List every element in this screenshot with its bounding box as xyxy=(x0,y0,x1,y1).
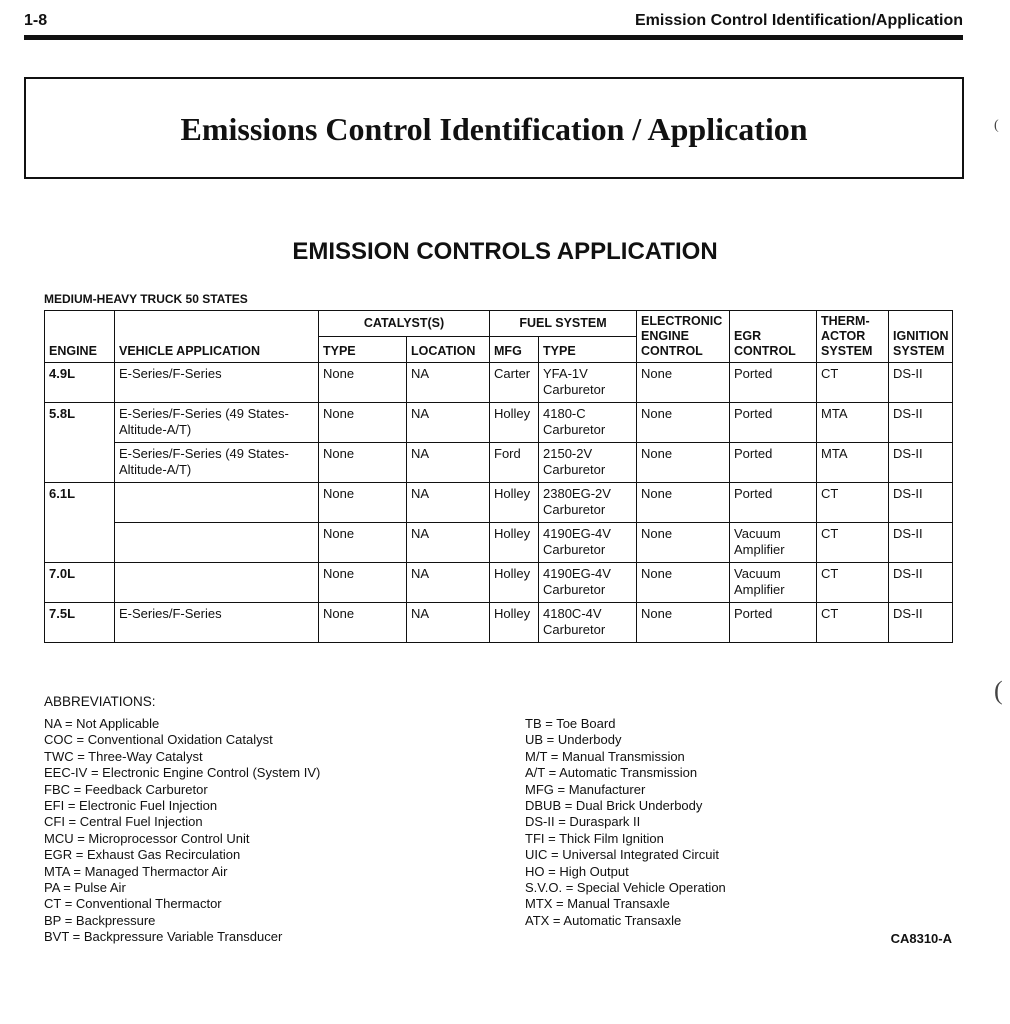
engine-cell xyxy=(45,443,115,483)
abbreviation-item: TWC = Three-Way Catalyst xyxy=(44,748,203,764)
thermactor-cell: CT xyxy=(817,523,889,563)
vehicle-application-cell xyxy=(115,523,319,563)
thermactor-cell: MTA xyxy=(817,403,889,443)
egr-cell: Ported xyxy=(730,403,817,443)
catalyst-type-cell: None xyxy=(319,443,407,483)
abbreviation-item: MFG = Manufacturer xyxy=(525,781,646,797)
figure-code: CA8310-A xyxy=(890,931,952,946)
margin-mark: ( xyxy=(994,676,1003,705)
catalyst-location-cell: NA xyxy=(407,563,490,603)
title-box xyxy=(24,77,964,179)
abbreviation-item: DBUB = Dual Brick Underbody xyxy=(525,798,703,814)
header-catalyst-location: LOCATION xyxy=(407,337,490,363)
egr-cell: Ported xyxy=(730,363,817,403)
abbreviation-item: EGR = Exhaust Gas Recirculation xyxy=(44,847,241,863)
abbreviation-item: CT = Conventional Thermactor xyxy=(44,896,222,912)
vehicle-application-cell xyxy=(115,563,319,603)
thermactor-cell: CT xyxy=(817,483,889,523)
header-thermactor-system: THERM-ACTOR SYSTEM xyxy=(817,311,889,363)
catalyst-location-cell: NA xyxy=(407,523,490,563)
abbreviation-item: PA = Pulse Air xyxy=(44,880,126,896)
abbreviations-right-column xyxy=(525,716,726,929)
abbreviation-item: MTX = Manual Transaxle xyxy=(525,896,670,912)
ignition-cell: DS-II xyxy=(889,603,953,643)
abbreviation-item: A/T = Automatic Transmission xyxy=(525,765,698,781)
page-title: Emissions Control Identification / Application xyxy=(180,111,808,147)
vehicle-application-cell: E-Series/F-Series xyxy=(115,363,319,403)
fuel-type-cell: 4180-C Carburetor xyxy=(539,403,637,443)
vehicle-application-cell: E-Series/F-Series (49 States-Altitude-A/T) xyxy=(115,403,319,443)
abbreviation-item: TFI = Thick Film Ignition xyxy=(525,830,664,846)
table-caption: MEDIUM-HEAVY TRUCK 50 STATES xyxy=(44,292,248,306)
table-row xyxy=(45,363,953,403)
header-vehicle-application: VEHICLE APPLICATION xyxy=(115,311,319,363)
engine-cell: 4.9L xyxy=(45,363,115,403)
engine-cell: 7.0L xyxy=(45,563,115,603)
abbreviation-item: BVT = Backpressure Variable Transducer xyxy=(44,929,283,945)
header-fuel-type: TYPE xyxy=(539,337,637,363)
vehicle-application-cell xyxy=(115,483,319,523)
catalyst-location-cell: NA xyxy=(407,363,490,403)
fuel-type-cell: 4190EG-4V Carburetor xyxy=(539,523,637,563)
abbreviations-heading: ABBREVIATIONS: xyxy=(44,694,156,709)
header-electronic-engine-control: ELECTRONIC ENGINE CONTROL xyxy=(637,311,730,363)
engine-cell xyxy=(45,523,115,563)
engine-cell: 5.8L xyxy=(45,403,115,443)
fuel-type-cell: 4180C-4V Carburetor xyxy=(539,603,637,643)
table-row xyxy=(45,403,953,443)
abbreviation-item: EEC-IV = Electronic Engine Control (System IV) xyxy=(44,765,321,781)
fuel-type-cell: 2380EG-2V Carburetor xyxy=(539,483,637,523)
catalyst-type-cell: None xyxy=(319,563,407,603)
fuel-mfg-cell: Carter xyxy=(490,363,539,403)
header-ignition-system: IGNITION SYSTEM xyxy=(889,311,953,363)
fuel-type-cell: YFA-1V Carburetor xyxy=(539,363,637,403)
catalyst-type-cell: None xyxy=(319,363,407,403)
table-row xyxy=(45,603,953,643)
table-row xyxy=(45,523,953,563)
page-number: 1-8 xyxy=(24,12,48,29)
abbreviation-item: S.V.O. = Special Vehicle Operation xyxy=(525,880,726,896)
egr-cell: Ported xyxy=(730,443,817,483)
ignition-cell: DS-II xyxy=(889,563,953,603)
eec-cell: None xyxy=(637,563,730,603)
egr-cell: Ported xyxy=(730,603,817,643)
header-rule xyxy=(24,35,963,40)
ignition-cell: DS-II xyxy=(889,483,953,523)
ignition-cell: DS-II xyxy=(889,523,953,563)
catalyst-type-cell: None xyxy=(319,483,407,523)
eec-cell: None xyxy=(637,363,730,403)
abbreviation-item: MCU = Microprocessor Control Unit xyxy=(44,830,250,846)
catalyst-location-cell: NA xyxy=(407,443,490,483)
engine-cell: 7.5L xyxy=(45,603,115,643)
catalyst-type-cell: None xyxy=(319,523,407,563)
egr-cell: Vacuum Amplifier xyxy=(730,563,817,603)
fuel-mfg-cell: Holley xyxy=(490,483,539,523)
fuel-mfg-cell: Ford xyxy=(490,443,539,483)
table-row xyxy=(45,443,953,483)
abbreviation-item: MTA = Managed Thermactor Air xyxy=(44,863,228,879)
abbreviation-item: UB = Underbody xyxy=(525,732,622,748)
eec-cell: None xyxy=(637,603,730,643)
abbreviation-item: CFI = Central Fuel Injection xyxy=(44,814,203,830)
ignition-cell: DS-II xyxy=(889,443,953,483)
emission-controls-table xyxy=(44,310,953,643)
header-engine: ENGINE xyxy=(45,311,115,363)
abbreviation-item: COC = Conventional Oxidation Catalyst xyxy=(44,732,273,748)
fuel-mfg-cell: Holley xyxy=(490,403,539,443)
catalyst-type-cell: None xyxy=(319,603,407,643)
vehicle-application-cell: E-Series/F-Series xyxy=(115,603,319,643)
abbreviation-item: TB = Toe Board xyxy=(525,716,616,731)
abbreviations-left-column xyxy=(44,716,320,946)
abbreviation-item: FBC = Feedback Carburetor xyxy=(44,781,208,797)
engine-cell: 6.1L xyxy=(45,483,115,523)
eec-cell: None xyxy=(637,403,730,443)
catalyst-location-cell: NA xyxy=(407,603,490,643)
fuel-mfg-cell: Holley xyxy=(490,563,539,603)
thermactor-cell: CT xyxy=(817,363,889,403)
thermactor-cell: MTA xyxy=(817,443,889,483)
vehicle-application-cell: E-Series/F-Series (49 States-Altitude-A/T) xyxy=(115,443,319,483)
header-catalyst-type: TYPE xyxy=(319,337,407,363)
header-group-catalyst: CATALYST(S) xyxy=(319,311,490,337)
fuel-type-cell: 4190EG-4V Carburetor xyxy=(539,563,637,603)
thermactor-cell: CT xyxy=(817,603,889,643)
section-heading: EMISSION CONTROLS APPLICATION xyxy=(292,238,718,265)
catalyst-location-cell: NA xyxy=(407,403,490,443)
abbreviation-item: ATX = Automatic Transaxle xyxy=(525,912,682,928)
fuel-type-cell: 2150-2V Carburetor xyxy=(539,443,637,483)
table-row xyxy=(45,483,953,523)
abbreviation-item: DS-II = Duraspark II xyxy=(525,814,641,830)
eec-cell: None xyxy=(637,483,730,523)
abbreviation-item: HO = High Output xyxy=(525,863,629,879)
ignition-cell: DS-II xyxy=(889,403,953,443)
egr-cell: Ported xyxy=(730,483,817,523)
catalyst-type-cell: None xyxy=(319,403,407,443)
catalyst-location-cell: NA xyxy=(407,483,490,523)
margin-mark: ( xyxy=(994,118,999,133)
fuel-mfg-cell: Holley xyxy=(490,603,539,643)
running-header-title: Emission Control Identification/Application xyxy=(634,12,963,29)
table-row xyxy=(45,563,953,603)
ignition-cell: DS-II xyxy=(889,363,953,403)
eec-cell: None xyxy=(637,443,730,483)
eec-cell: None xyxy=(637,523,730,563)
thermactor-cell: CT xyxy=(817,563,889,603)
abbreviation-item: M/T = Manual Transmission xyxy=(525,748,685,764)
abbreviation-item: NA = Not Applicable xyxy=(44,716,160,731)
abbreviation-item: BP = Backpressure xyxy=(44,912,156,928)
abbreviation-item: EFI = Electronic Fuel Injection xyxy=(44,798,218,814)
header-group-fuel-system: FUEL SYSTEM xyxy=(490,311,637,337)
egr-cell: Vacuum Amplifier xyxy=(730,523,817,563)
abbreviation-item: UIC = Universal Integrated Circuit xyxy=(525,847,719,863)
header-egr-control: EGR CONTROL xyxy=(730,311,817,363)
header-fuel-mfg: MFG xyxy=(490,337,539,363)
fuel-mfg-cell: Holley xyxy=(490,523,539,563)
